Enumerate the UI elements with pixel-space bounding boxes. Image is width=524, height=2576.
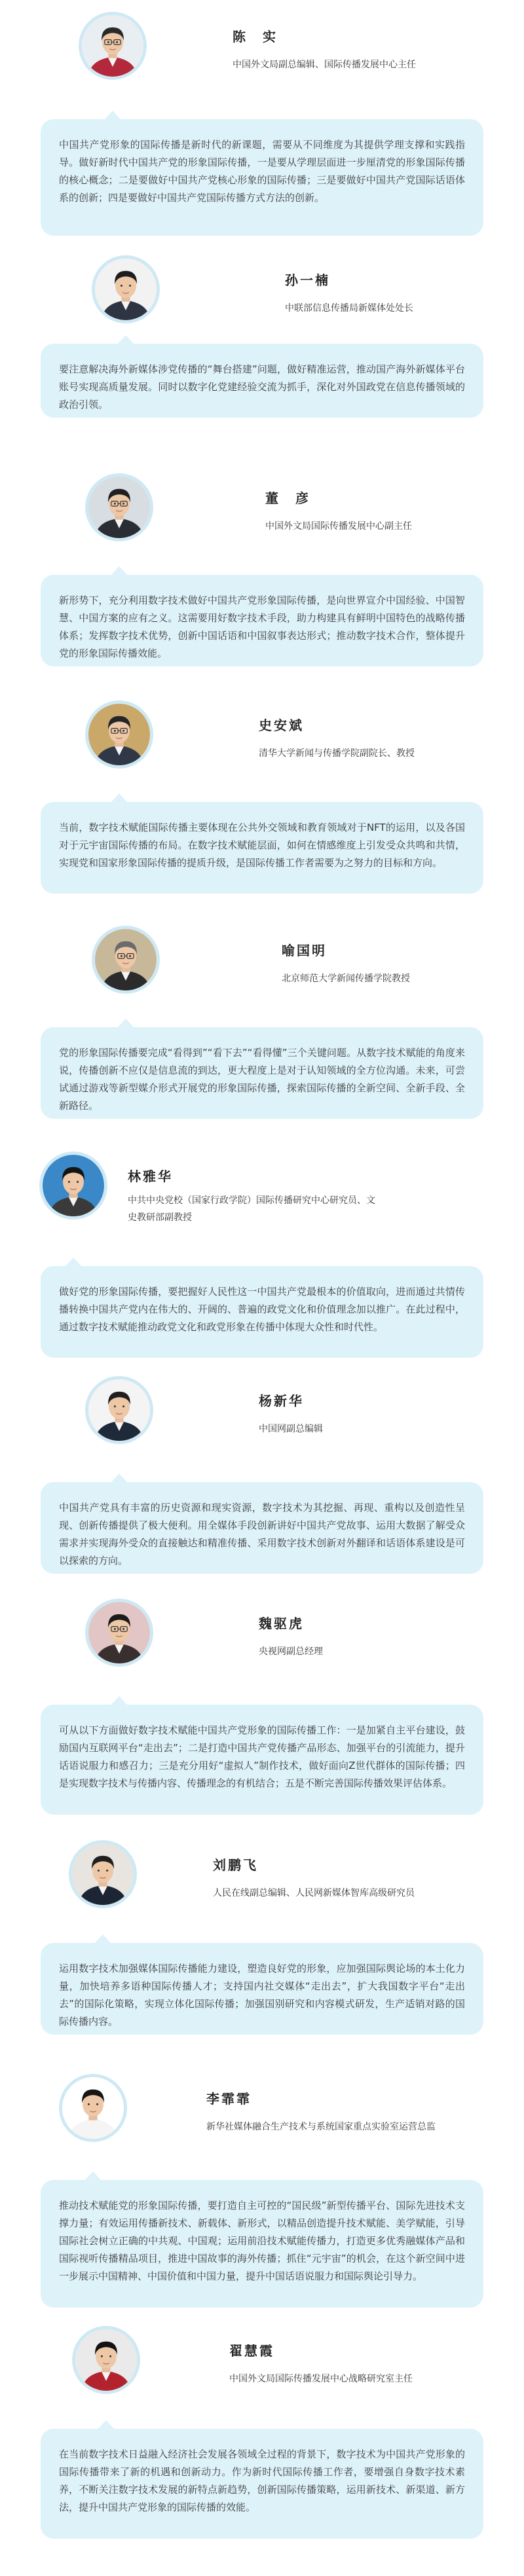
speaker-name: 刘鹏飞 (213, 1857, 258, 1873)
bubble-pointer (104, 111, 121, 120)
speaker-avatar (85, 1376, 153, 1444)
portrait-illustration (75, 2329, 137, 2391)
speaker-header (0, 1146, 524, 1231)
speaker-header (0, 1835, 524, 1920)
speaker-name: 翟慧霞 (229, 2343, 274, 2359)
portrait-illustration (95, 929, 157, 990)
quote-text: 可从以下方面做好数字技术赋能中国共产党形象的国际传播工作：一是加紧自主平台建设，鼓励国内互联网平台“走出去”；二是打造中国共产党传播产品形态、加强平台的引流能力，提升话语说服力和感召力；三是充分用好“虚拟人”制作技术，做好面向Z世代群体的国际传播；四是实现数字技术与传播内容、传播理念的有机结合；五是不断完善国际传播效果评估体系。 (59, 1724, 465, 1789)
speaker-avatar (79, 12, 147, 80)
speaker-avatar (39, 1152, 107, 1220)
quote-text: 做好党的形象国际传播，要把握好人民性这一中国共产党最根本的价值取向，进而通过共情传播转换中国共产党内在伟大的、开阔的、普遍的政党文化和价值理念加以推广。在此过程中，通过数字技术赋能推动政党文化和政党形象在传播中体现大众性和时代性。 (59, 1286, 465, 1333)
bubble-pointer (111, 793, 128, 803)
bubble-pointer (84, 2171, 102, 2181)
bubble-pointer (117, 1019, 134, 1028)
quote-bubble (41, 1705, 483, 1815)
quote-text: 要注意解决海外新媒体涉党传播的“舞台搭建”问题，做好精准运营，推动国产海外新媒体平台账号实现高质量发展。同时以数字化党建经验交流为抓手，深化对外国政党在信息传播领域的政治引领。 (59, 363, 465, 410)
speaker-avatar (59, 2074, 127, 2142)
speaker-avatar (69, 1840, 137, 1908)
quote-text: 运用数字技术加强媒体国际传播能力建设，塑造良好党的形象，应加强国际舆论场的本土化力量，加快培养多语种国际传播人才；支持国内社交媒体“走出去”，扩大我国数字平台“走出去”的国际化策略，实现立体化国际传播；加强国别研究和内容模式研发，生产适销对路的国际传播内容。 (59, 1963, 465, 2027)
speaker-title: 新华社媒体融合生产技术与系统国家重点实验室运营总监 (206, 2122, 436, 2132)
speaker-name: 林雅华 (128, 1169, 173, 1184)
quote-bubble (41, 1266, 483, 1358)
speaker-avatar (72, 2326, 140, 2394)
speaker-header (0, 695, 524, 780)
portrait-illustration (88, 1602, 150, 1663)
portrait-illustration (43, 1155, 104, 1216)
speaker-title: 清华大学新闻与传播学院副院长、教授 (259, 748, 415, 759)
speaker-title: 中国外文局副总编辑、国际传播发展中心主任 (233, 60, 416, 70)
speaker-name: 喻国明 (282, 943, 327, 958)
quote-bubble (41, 1027, 483, 1119)
portrait-illustration (88, 1379, 150, 1441)
portrait-illustration (95, 259, 157, 320)
speaker-avatar (92, 255, 160, 323)
speaker-name: 孙一楠 (285, 272, 330, 288)
speaker-title: 中国外文局国际传播发展中心战略研究室主任 (229, 2374, 413, 2384)
speaker-title: 中共中央党校（国家行政学院）国际传播研究中心研究员、文史教研部副教授 (128, 1195, 375, 1223)
bubble-pointer (117, 335, 134, 344)
speaker-avatar (85, 700, 153, 769)
speaker-name: 史安斌 (259, 717, 304, 733)
bubble-pointer (94, 1934, 111, 1944)
quote-bubble (41, 119, 483, 236)
portrait-illustration (88, 704, 150, 765)
bubble-pointer (111, 566, 128, 575)
speaker-header (0, 2321, 524, 2406)
quote-bubble (41, 344, 483, 418)
speaker-header (0, 2069, 524, 2154)
quote-text: 推动技术赋能党的形象国际传播，要打造自主可控的“国民级”新型传播平台、国际先进技术支撑力量；有效运用传播新技术、新载体、新形式，以精品创造提升技术赋能、美学赋能，引导国际社会树立正确的中共观、中国观；运用前沿技术赋能传播力，打造更多优秀融媒体产品和国际视听传播精品项目，推进中国故事的海外传播；抓住“元宇宙”的机会，在这个新空间中进一步展示中国精神、中国价值和中国力量，提升中国话语说服力和国际舆论引导力。 (59, 2200, 465, 2282)
quote-text: 中国共产党形象的国际传播是新时代的新课题，需要从不同维度为其提供学理支撑和实践指导。做好新时代中国共产党的形象国际传播，一是要从学理层面进一步厘清党的形象国际传播的核心概念；二是要做好中国共产党核心形象的国际传播；三是要做好中国共产党国际话语体系的创新；四是要做好中国共产党国际传播方式方法的创新。 (59, 139, 465, 204)
quote-bubble (41, 575, 483, 666)
quote-bubble (41, 1943, 483, 2035)
speaker-header (0, 920, 524, 1006)
speaker-name: 魏驱虎 (259, 1616, 304, 1631)
quote-text: 当前，数字技术赋能国际传播主要体现在公共外交领域和教育领域对于NFT的运用，以及各国对于元宇宙国际传播的布局。在数字技术赋能层面，如何在情感维度上引发受众共鸣和共情，实现党和国家形象国际传播的提质升级，是国际传播工作者需要为之努力的目标和方向。 (59, 822, 465, 869)
speaker-avatar (85, 473, 153, 541)
speaker-header (0, 250, 524, 335)
speaker-title: 人民在线副总编辑、人民网新媒体智库高级研究员 (213, 1888, 415, 1898)
quote-text: 党的形象国际传播要完成“看得到”“看下去”“看得懂”三个关键问题。从数字技术赋能的角度来说，传播创新不应仅是信息流的到达，更大程度上是对于认知领域的全方位沟通。未来，可尝试通过游戏等新型媒介形式开展党的形象国际传播，探索国际传播的全新空间、全新手段、全新路径。 (59, 1047, 465, 1112)
bubble-pointer (65, 1258, 82, 1267)
speaker-avatar (92, 926, 160, 994)
quote-bubble (41, 802, 483, 894)
bubble-pointer (111, 1696, 128, 1705)
speaker-name: 杨新华 (259, 1393, 304, 1409)
speaker-name: 李霏霏 (206, 2091, 252, 2107)
bubble-pointer (98, 2420, 115, 2429)
quote-text: 中国共产党具有丰富的历史资源和现实资源，数字技术为其挖掘、再现、重构以及创造性呈现、创新传播提供了极大便利。用全媒体手段创新讲好中国共产党故事、运用大数据了解受众需求并实现海外受众的直接触达和精准传播、采用数字技术创新对外翻译和话语体系建设是可以探索的方向。 (59, 1502, 465, 1567)
speaker-title: 北京师范大学新闻传播学院教授 (282, 973, 410, 984)
quote-text: 新形势下，充分利用数字技术做好中国共产党形象国际传播，是向世界宣介中国经验、中国智慧、中国方案的应有之义。这需要用好数字技术手段，助力构建具有鲜明中国特色的战略传播体系；发挥数字技术优势，创新中国话语和中国叙事表达形式；推动数字技术合作，整体提升党的形象国际传播效能。 (59, 594, 465, 659)
portrait-illustration (72, 1843, 134, 1905)
quote-bubble (41, 1482, 483, 1574)
portrait-illustration (62, 2077, 124, 2139)
speaker-title: 中国外文局国际传播发展中心副主任 (265, 521, 412, 532)
speaker-avatar (85, 1599, 153, 1667)
quote-text: 在当前数字技术日益融入经济社会发展各领域全过程的背景下，数字技术为中国共产党形象的国际传播带来了新的机遇和创新动力。作为新时代国际传播工作者，要增强自身数字技术素养，不断关注数字技术发展的新特点新趋势，创新国际传播策略，运用新技术、新渠道、新方法，提升中国共产党形象的国际传播的效能。 (59, 2448, 465, 2513)
speaker-name: 陈 实 (233, 29, 278, 45)
speaker-title: 中联部信息传播局新媒体处处长 (285, 303, 413, 314)
bubble-pointer (111, 1474, 128, 1483)
speaker-header (0, 468, 524, 553)
quote-bubble (41, 2429, 483, 2539)
portrait-illustration (88, 477, 150, 538)
speaker-header (0, 1371, 524, 1456)
speaker-title: 中国网副总编辑 (259, 1424, 323, 1434)
speaker-header (0, 7, 524, 92)
quote-bubble (41, 2180, 483, 2308)
speaker-header (0, 1593, 524, 1678)
speaker-name: 董 彦 (265, 490, 310, 506)
portrait-illustration (82, 15, 143, 77)
speaker-title: 央视网副总经理 (259, 1646, 323, 1657)
